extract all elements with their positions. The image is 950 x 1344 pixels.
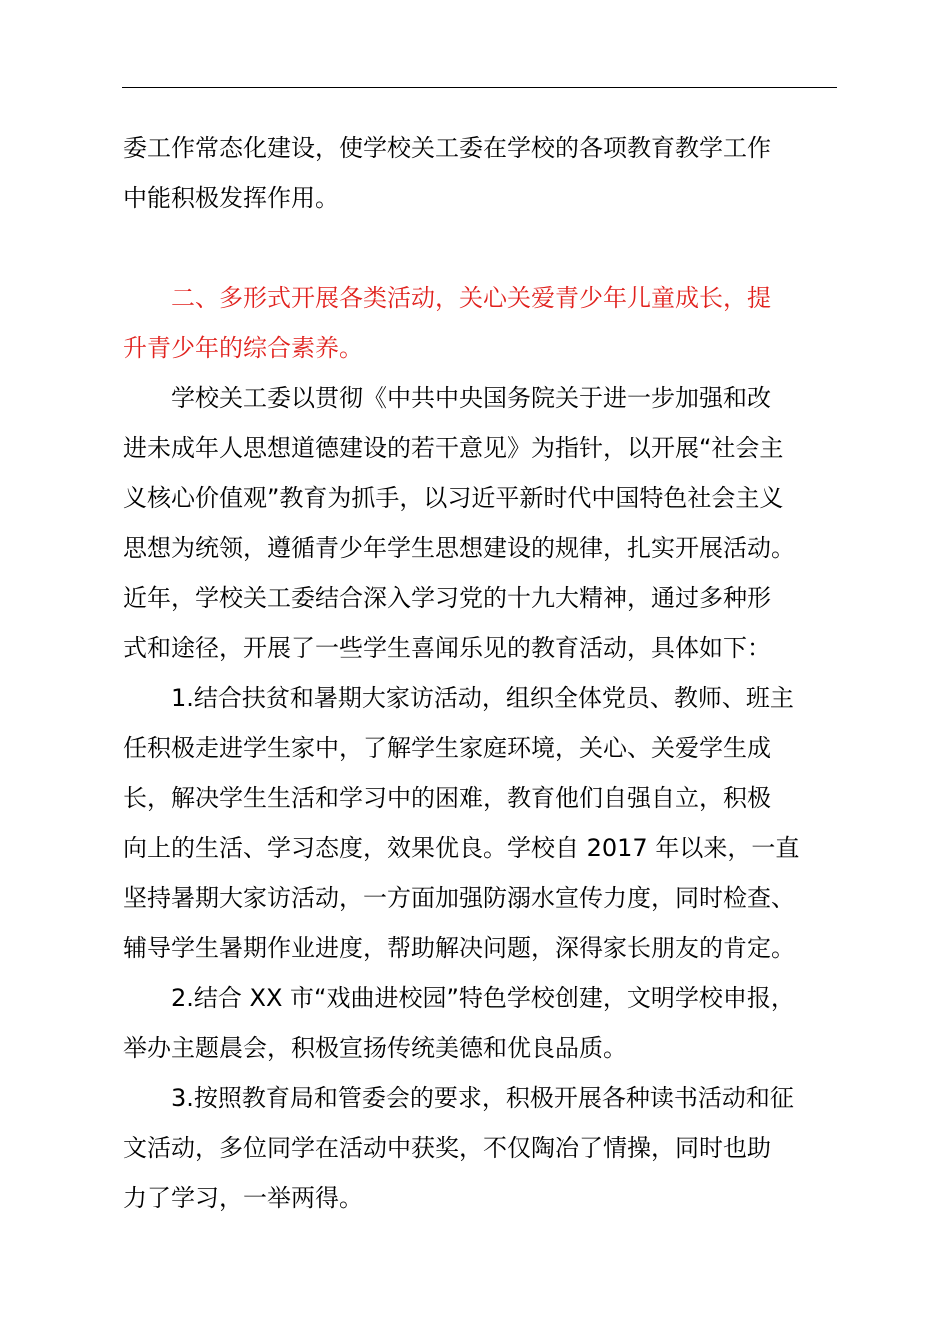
paragraph-line: 义核心价值观”教育为抓手，以习近平新时代中国特色社会主义 (123, 484, 784, 512)
document-body (123, 123, 837, 1223)
section-heading-line: 升青少年的综合素养。 (123, 334, 363, 362)
header-rule (122, 87, 837, 88)
paragraph-line: 近年，学校关工委结合深入学习党的十九大精神，通过多种形 (123, 584, 771, 612)
list-item-line: 3.按照教育局和管委会的要求，积极开展各种读书活动和征 (171, 1084, 794, 1112)
paragraph-line: 式和途径，开展了一些学生喜闻乐见的教育活动，具体如下： (123, 634, 771, 662)
paragraph-gap (123, 223, 837, 273)
paragraph-line: 长，解决学生生活和学习中的困难，教育他们自强自立，积极 (123, 784, 771, 812)
paragraph-line: 坚持暑期大家访活动，一方面加强防溺水宣传力度，同时检查、 (123, 884, 795, 912)
paragraph-line: 举办主题晨会，积极宣扬传统美德和优良品质。 (123, 1034, 627, 1062)
paragraph-line: 中能积极发挥作用。 (123, 184, 339, 212)
paragraph-line: 进未成年人思想道德建设的若干意见》为指针，以开展“社会主 (123, 434, 784, 462)
paragraph-line: 辅导学生暑期作业进度，帮助解决问题，深得家长朋友的肯定。 (123, 934, 795, 962)
paragraph-line: 委工作常态化建设，使学校关工委在学校的各项教育教学工作 (123, 134, 771, 162)
paragraph-line: 思想为统领，遵循青少年学生思想建设的规律，扎实开展活动。 (123, 534, 795, 562)
paragraph-line: 任积极走进学生家中，了解学生家庭环境，关心、关爱学生成 (123, 734, 771, 762)
paragraph-line: 文活动，多位同学在活动中获奖，不仅陶冶了情操，同时也助 (123, 1134, 771, 1162)
section-heading-line: 二、多形式开展各类活动，关心关爱青少年儿童成长，提 (171, 284, 771, 312)
list-item-line: 2.结合 XX 市“戏曲进校园”特色学校创建，文明学校申报， (171, 984, 795, 1012)
list-item-line: 1.结合扶贫和暑期大家访活动，组织全体党员、教师、班主 (171, 684, 794, 712)
paragraph-line: 学校关工委以贯彻《中共中央国务院关于进一步加强和改 (171, 384, 771, 412)
paragraph-line: 向上的生活、学习态度，效果优良。学校自 2017 年以来，一直 (123, 834, 800, 862)
paragraph-line: 力了学习，一举两得。 (123, 1184, 363, 1212)
